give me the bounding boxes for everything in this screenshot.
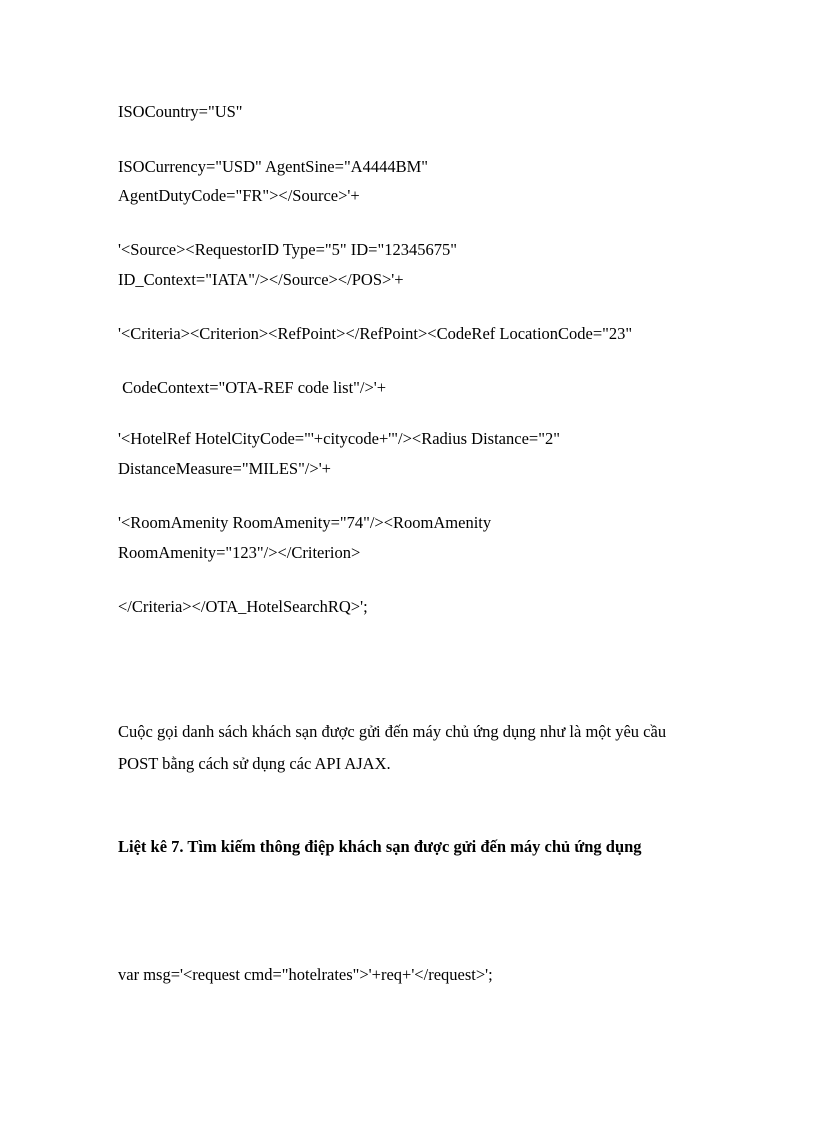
code-line: RoomAmenity="123"/></Criterion> xyxy=(118,543,361,562)
code-line: ISOCurrency="USD" AgentSine="A4444BM" xyxy=(118,157,429,176)
paragraph-line: Cuộc gọi danh sách khách sạn được gửi đến máy chủ ứng dụng như là một yêu cầu xyxy=(118,722,667,741)
code-line: '<Criteria><Criterion><RefPoint></RefPoint><CodeRef LocationCode="23" xyxy=(118,324,633,343)
code-line: '<Source><RequestorID Type="5" ID="12345675" xyxy=(118,240,457,259)
code-line: AgentDutyCode="FR"></Source>'+ xyxy=(118,186,360,205)
code-line: </Criteria></OTA_HotelSearchRQ>'; xyxy=(118,597,368,616)
code-line: var msg='<request cmd="hotelrates">'+req+'</request>'; xyxy=(118,965,493,984)
code-line: ISOCountry="US" xyxy=(118,102,243,121)
code-line: ID_Context="IATA"/></Source></POS>'+ xyxy=(118,270,404,289)
code-line: CodeContext="OTA-REF code list"/>'+ xyxy=(118,378,387,397)
code-line: '<RoomAmenity RoomAmenity="74"/><RoomAmenity xyxy=(118,513,492,532)
code-line: DistanceMeasure="MILES"/>'+ xyxy=(118,459,331,478)
listing-heading: Liệt kê 7. Tìm kiếm thông điệp khách sạn được gửi đến máy chủ ứng dụng xyxy=(118,837,642,856)
code-line: '<HotelRef HotelCityCode="'+citycode+'"/><Radius Distance="2" xyxy=(118,429,560,448)
paragraph-line: POST bằng cách sử dụng các API AJAX. xyxy=(118,754,391,773)
